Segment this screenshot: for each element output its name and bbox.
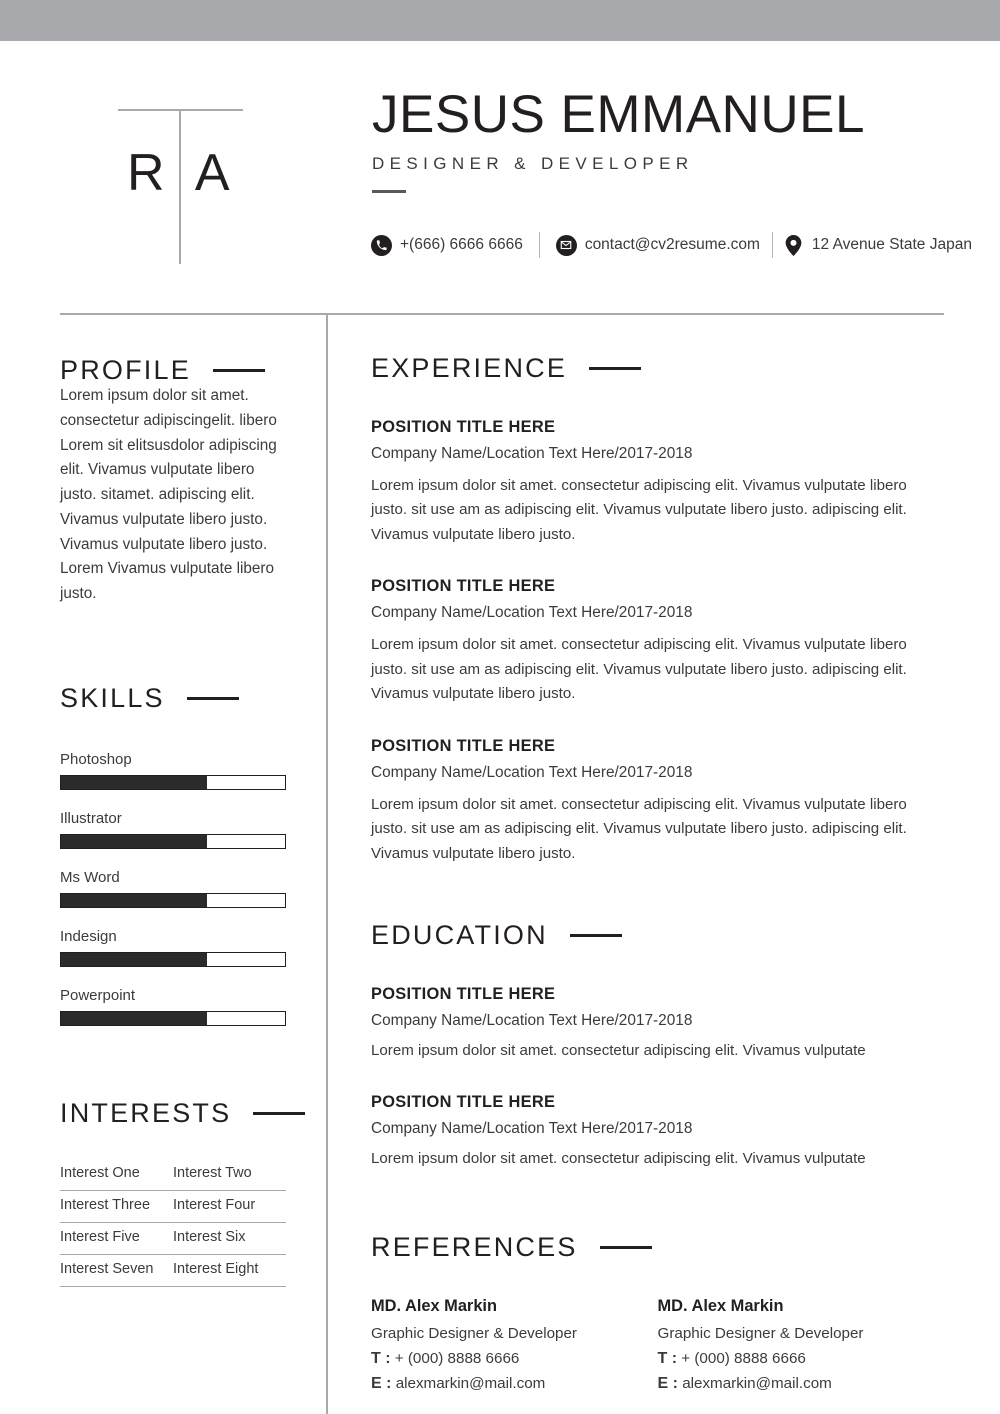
experience-section xyxy=(371,355,944,866)
interest-cell: Interest Three xyxy=(60,1196,151,1213)
profile-text: Lorem ipsum dolor sit amet. consectetur adipiscingelit. libero Lorem sit elitsusdolor adipiscing elit. Vivamus vulputate libero justo. sitamet. adipiscing elit. Vivamus vulputate libero justo. Vivamus vulputate libero justo. Lorem Vivamus vulputate libero justo. xyxy=(60,387,277,603)
skill-name: Illustrator xyxy=(60,809,122,827)
skill-row xyxy=(60,751,286,790)
contact-phone-text: +(666) 6666 6666 xyxy=(400,236,523,253)
entry-title: POSITION TITLE HERE xyxy=(371,1093,556,1112)
entry-title: POSITION TITLE HERE xyxy=(371,577,556,596)
skill-bar-fill xyxy=(61,776,207,789)
reference-phone xyxy=(658,1350,945,1368)
skill-bar-fill xyxy=(61,894,207,907)
resume-entry xyxy=(371,418,944,547)
education-section xyxy=(371,919,944,1172)
skill-bar-fill xyxy=(61,835,207,848)
interest-row xyxy=(60,1191,286,1223)
entry-title: POSITION TITLE HERE xyxy=(371,984,556,1003)
reference-email-label: E : xyxy=(371,1374,392,1392)
entry-description: Lorem ipsum dolor sit amet. consectetur adipiscing elit. Vivamus vulputate xyxy=(371,1150,866,1168)
references-title: REFERENCES xyxy=(371,1231,578,1262)
interests-table xyxy=(60,1159,286,1287)
skills-heading xyxy=(60,682,286,713)
skill-bar-fill xyxy=(61,953,207,966)
contact-divider-1 xyxy=(539,232,540,258)
candidate-name: JESUS EMMANUEL xyxy=(372,85,865,144)
resume-entry xyxy=(371,737,944,866)
entry-meta: Company Name/Location Text Here/2017-2018 xyxy=(371,604,693,622)
interest-cell: Interest Eight xyxy=(173,1260,259,1277)
column-divider-rule xyxy=(326,313,328,1414)
skill-bar xyxy=(60,1011,286,1026)
reference-cards xyxy=(371,1297,944,1400)
references-section xyxy=(371,1231,944,1400)
skill-bar-fill xyxy=(61,1012,207,1025)
skill-row xyxy=(60,810,286,849)
contact-email[interactable] xyxy=(556,235,760,256)
phone-icon xyxy=(371,235,392,256)
interest-row xyxy=(60,1255,286,1287)
experience-title: EXPERIENCE xyxy=(371,353,568,383)
experience-heading-dash xyxy=(589,367,641,370)
reference-phone-value: + (000) 8888 6666 xyxy=(394,1349,520,1367)
interests-title: INTERESTS xyxy=(60,1097,232,1128)
skill-bar xyxy=(60,775,286,790)
interest-cell: Interest Six xyxy=(173,1228,246,1245)
entry-description: Lorem ipsum dolor sit amet. consectetur adipiscing elit. Vivamus vulputate libero justo. sit use am as adipiscing elit. Vivamus vulputate libero justo. adipiscing elit. Vivamus vulputate libero justo. xyxy=(371,477,907,543)
reference-name: MD. Alex Markin xyxy=(657,1296,784,1315)
reference-card xyxy=(658,1297,945,1400)
contact-address[interactable] xyxy=(783,235,972,256)
skills-section xyxy=(60,682,286,1026)
map-pin-icon xyxy=(783,235,804,256)
name-block xyxy=(372,87,865,193)
interest-cell: Interest Five xyxy=(60,1228,140,1245)
sidebar-column xyxy=(60,313,286,1287)
reference-email-value: alexmarkin@mail.com xyxy=(395,1374,546,1392)
references-heading-dash xyxy=(600,1246,652,1249)
skill-name: Ms Word xyxy=(60,868,120,886)
entry-description: Lorem ipsum dolor sit amet. consectetur adipiscing elit. Vivamus vulputate libero justo. sit use am as adipiscing elit. Vivamus vulputate libero justo. adipiscing elit. Vivamus vulputate libero justo. xyxy=(371,636,907,703)
education-heading-dash xyxy=(570,934,622,937)
skills-heading-dash xyxy=(187,697,239,700)
interest-cell: Interest Seven xyxy=(60,1260,154,1277)
reference-phone-value: + (000) 8888 6666 xyxy=(681,1349,806,1367)
reference-email[interactable] xyxy=(658,1375,945,1393)
reference-role: Graphic Designer & Developer xyxy=(371,1324,577,1342)
reference-phone-label: T : xyxy=(371,1349,391,1367)
resume-entry xyxy=(371,985,944,1063)
skill-bar xyxy=(60,893,286,908)
experience-entries xyxy=(371,418,944,866)
skill-name: Indesign xyxy=(60,927,117,945)
entry-title: POSITION TITLE HERE xyxy=(371,418,556,436)
skill-row xyxy=(60,869,286,908)
interest-cell: Interest Two xyxy=(173,1164,252,1181)
experience-heading xyxy=(371,355,944,382)
education-heading xyxy=(371,919,944,950)
profile-heading-dash xyxy=(213,369,265,372)
education-entries xyxy=(371,985,944,1172)
reference-email-value: alexmarkin@mail.com xyxy=(682,1374,832,1392)
resume-entry xyxy=(371,1093,944,1171)
interest-cell: Interest Four xyxy=(173,1196,256,1213)
reference-email-label: E : xyxy=(657,1374,678,1392)
contact-row xyxy=(371,232,972,258)
reference-email[interactable] xyxy=(371,1375,658,1393)
logo-letter-left: R xyxy=(127,144,166,202)
reference-name: MD. Alex Markin xyxy=(371,1296,497,1315)
entry-meta: Company Name/Location Text Here/2017-2018 xyxy=(371,1120,693,1138)
entry-meta: Company Name/Location Text Here/2017-2018 xyxy=(371,1011,693,1029)
references-heading xyxy=(371,1231,944,1262)
candidate-role: DESIGNER & DEVELOPER xyxy=(372,153,694,173)
profile-section xyxy=(60,357,286,607)
interest-row xyxy=(60,1223,286,1255)
reference-phone-label: T : xyxy=(657,1349,678,1367)
skills-list xyxy=(60,751,286,1026)
contact-address-text: 12 Avenue State Japan xyxy=(811,236,972,253)
interests-section xyxy=(60,1097,286,1287)
skill-bar xyxy=(60,834,286,849)
interests-heading xyxy=(60,1097,286,1128)
profile-title: PROFILE xyxy=(60,355,191,385)
education-title: EDUCATION xyxy=(371,919,548,950)
skill-row xyxy=(60,987,286,1026)
skills-title: SKILLS xyxy=(60,682,165,713)
contact-divider-2 xyxy=(772,232,773,258)
main-column xyxy=(371,313,944,1400)
role-underline-dash xyxy=(372,190,406,193)
profile-heading xyxy=(60,357,286,384)
monogram-logo xyxy=(118,109,243,264)
entry-description: Lorem ipsum dolor sit amet. consectetur adipiscing elit. Vivamus vulputate libero justo. sit use am as adipiscing elit. Vivamus vulputate libero justo. adipiscing elit. Vivamus vulputate libero justo. xyxy=(371,795,907,862)
skill-name: Powerpoint xyxy=(60,986,136,1004)
interest-cell: Interest One xyxy=(60,1164,140,1181)
entry-description: Lorem ipsum dolor sit amet. consectetur adipiscing elit. Vivamus vulputate xyxy=(371,1041,866,1059)
skill-row xyxy=(60,928,286,967)
interest-row xyxy=(60,1159,286,1191)
contact-email-text: contact@cv2resume.com xyxy=(584,236,760,253)
entry-title: POSITION TITLE HERE xyxy=(371,736,556,755)
envelope-icon xyxy=(556,235,577,256)
top-gray-band xyxy=(0,0,1000,41)
reference-card xyxy=(371,1297,658,1400)
interests-heading-dash xyxy=(253,1112,305,1115)
entry-meta: Company Name/Location Text Here/2017-2018 xyxy=(371,763,693,781)
logo-letter-right: A xyxy=(194,144,230,202)
reference-role: Graphic Designer & Developer xyxy=(657,1324,864,1342)
logo-letters xyxy=(118,144,243,202)
entry-meta: Company Name/Location Text Here/2017-2018 xyxy=(371,445,693,462)
skill-bar xyxy=(60,952,286,967)
skill-name: Photoshop xyxy=(60,750,132,768)
resume-header xyxy=(0,41,1000,313)
resume-entry xyxy=(371,577,944,706)
reference-phone xyxy=(371,1350,658,1368)
contact-phone[interactable] xyxy=(371,235,523,256)
